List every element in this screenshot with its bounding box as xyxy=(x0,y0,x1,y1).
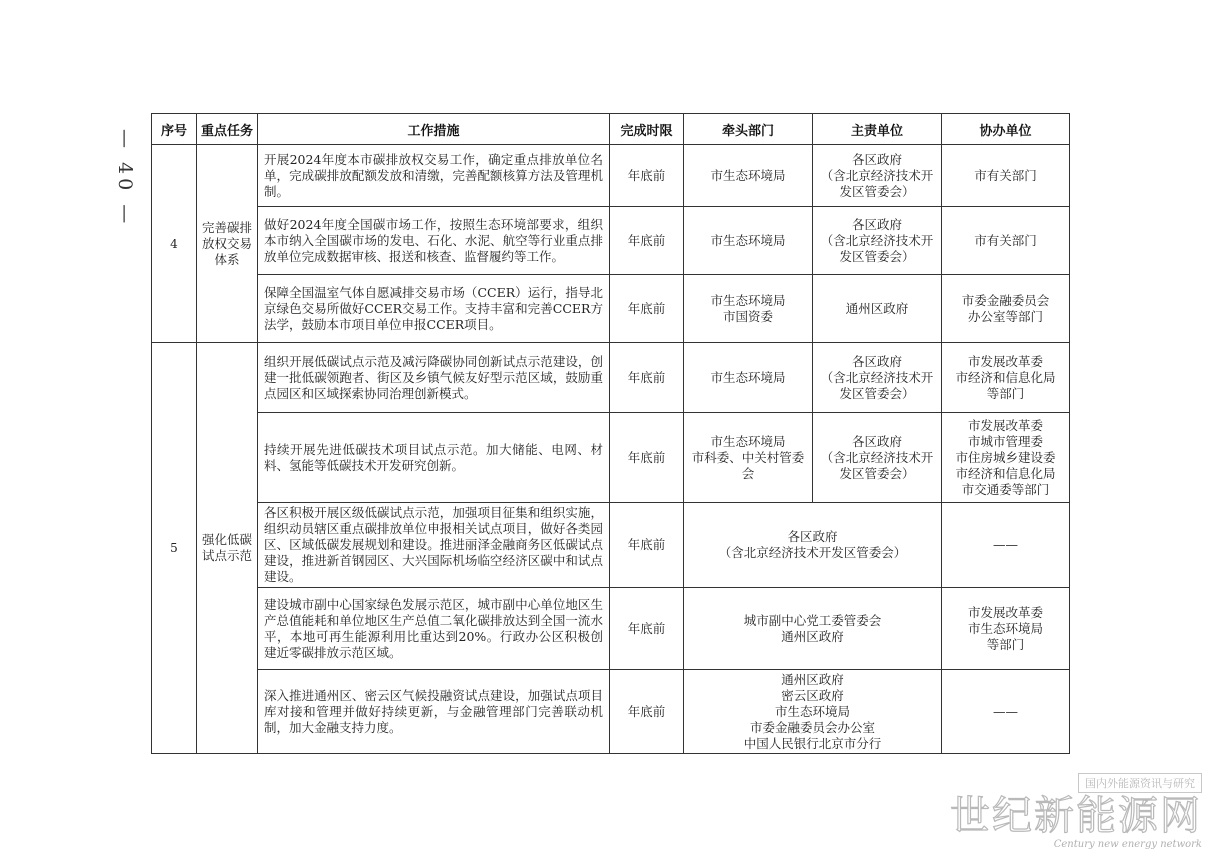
lead-and-main-unit-cell: 城市副中心党工委管委会 通州区政府 xyxy=(684,588,942,670)
table-row xyxy=(152,343,1070,413)
seq-cell: 4 xyxy=(152,145,197,343)
measure-cell: 开展2024年度本市碳排放权交易工作，确定重点排放单位名单，完成碳排放配额发放和清缴，完善配额核算方法及管理机制。 xyxy=(258,145,610,207)
measure-cell: 组织开展低碳试点示范及减污降碳协同创新试点示范建设，创建一批低碳领跑者、街区及乡镇气候友好型示范区域，鼓励重点园区和区域探索协同治理创新模式。 xyxy=(258,343,610,413)
main-unit-cell: 各区政府 （含北京经济技术开发区管委会） xyxy=(813,145,942,207)
table-row xyxy=(152,588,1070,670)
lead-dept-cell: 市生态环境局 市科委、中关村管委会 xyxy=(684,413,813,503)
watermark xyxy=(950,772,1202,850)
table-row xyxy=(152,207,1070,275)
seq-cell: 5 xyxy=(152,343,197,754)
task-cell: 完善碳排放权交易体系 xyxy=(197,145,258,343)
table-row xyxy=(152,145,1070,207)
measure-cell: 深入推进通州区、密云区气候投融资试点建设，加强试点项目库对接和管理并做好持续更新，与金融管理部门完善联动机制，加大金融支持力度。 xyxy=(258,670,610,754)
assist-unit-cell: 市发展改革委 市经济和信息化局 等部门 xyxy=(942,343,1070,413)
page-number: — 40 — xyxy=(114,128,136,228)
lead-dept-cell: 市生态环境局 xyxy=(684,343,813,413)
assist-unit-cell: —— xyxy=(942,503,1070,588)
header-measure: 工作措施 xyxy=(258,114,610,145)
main-unit-cell: 通州区政府 xyxy=(813,275,942,343)
assist-unit-cell: 市发展改革委 市生态环境局 等部门 xyxy=(942,588,1070,670)
lead-dept-cell: 市生态环境局 市国资委 xyxy=(684,275,813,343)
deadline-cell: 年底前 xyxy=(610,588,684,670)
deadline-cell: 年底前 xyxy=(610,145,684,207)
table-row xyxy=(152,413,1070,503)
assist-unit-cell: 市发展改革委 市城市管理委 市住房城乡建设委 市经济和信息化局 市交通委等部门 xyxy=(942,413,1070,503)
table-row xyxy=(152,275,1070,343)
task-cell: 强化低碳试点示范 xyxy=(197,343,258,754)
watermark-tagline: 国内外能源资讯与研究 xyxy=(1078,773,1202,793)
header-lead-dept: 牵头部门 xyxy=(684,114,813,145)
main-unit-cell: 各区政府 （含北京经济技术开发区管委会） xyxy=(813,413,942,503)
lead-and-main-unit-cell: 通州区政府 密云区政府 市生态环境局 市委金融委员会办公室 中国人民银行北京市分行 xyxy=(684,670,942,754)
lead-dept-cell: 市生态环境局 xyxy=(684,207,813,275)
main-unit-cell: 各区政府 （含北京经济技术开发区管委会） xyxy=(813,207,942,275)
deadline-cell: 年底前 xyxy=(610,503,684,588)
deadline-cell: 年底前 xyxy=(610,207,684,275)
table-row xyxy=(152,670,1070,754)
table-header-row xyxy=(152,114,1070,145)
watermark-logo-text: 世纪新能源网 xyxy=(950,793,1202,839)
work-measures-table xyxy=(151,113,1070,754)
header-deadline: 完成时限 xyxy=(610,114,684,145)
assist-unit-cell: —— xyxy=(942,670,1070,754)
header-main-unit: 主责单位 xyxy=(813,114,942,145)
assist-unit-cell: 市有关部门 xyxy=(942,207,1070,275)
main-unit-cell: 各区政府 （含北京经济技术开发区管委会） xyxy=(813,343,942,413)
table-row xyxy=(152,503,1070,588)
header-assist-unit: 协办单位 xyxy=(942,114,1070,145)
lead-dept-cell: 市生态环境局 xyxy=(684,145,813,207)
assist-unit-cell: 市委金融委员会 办公室等部门 xyxy=(942,275,1070,343)
measure-cell: 建设城市副中心国家绿色发展示范区，城市副中心单位地区生产总值能耗和单位地区生产总值二氧化碳排放达到全国一流水平，本地可再生能源利用比重达到20%。行政办公区积极创建近零碳排放示范区域。 xyxy=(258,588,610,670)
lead-and-main-unit-cell: 各区政府 （含北京经济技术开发区管委会） xyxy=(684,503,942,588)
deadline-cell: 年底前 xyxy=(610,275,684,343)
deadline-cell: 年底前 xyxy=(610,413,684,503)
measure-cell: 各区积极开展区级低碳试点示范，加强项目征集和组织实施，组织动员辖区重点碳排放单位申报相关试点项目，做好各类园区、区域低碳发展规划和建设。推进丽泽金融商务区低碳试点建设，推进新首钢园区、大兴国际机场临空经济区碳中和试点建设。 xyxy=(258,503,610,588)
deadline-cell: 年底前 xyxy=(610,670,684,754)
header-task: 重点任务 xyxy=(197,114,258,145)
assist-unit-cell: 市有关部门 xyxy=(942,145,1070,207)
watermark-subtitle: Century new energy network xyxy=(1053,839,1202,850)
measure-cell: 持续开展先进低碳技术项目试点示范。加大储能、电网、材料、氢能等低碳技术开发研究创新。 xyxy=(258,413,610,503)
measure-cell: 做好2024年度全国碳市场工作，按照生态环境部要求，组织本市纳入全国碳市场的发电、石化、水泥、航空等行业重点排放单位完成数据审核、报送和核查、监督履约等工作。 xyxy=(258,207,610,275)
header-seq: 序号 xyxy=(152,114,197,145)
measure-cell: 保障全国温室气体自愿减排交易市场（CCER）运行，指导北京绿色交易所做好CCER交易工作。支持丰富和完善CCER方法学，鼓励本市项目单位申报CCER项目。 xyxy=(258,275,610,343)
deadline-cell: 年底前 xyxy=(610,343,684,413)
